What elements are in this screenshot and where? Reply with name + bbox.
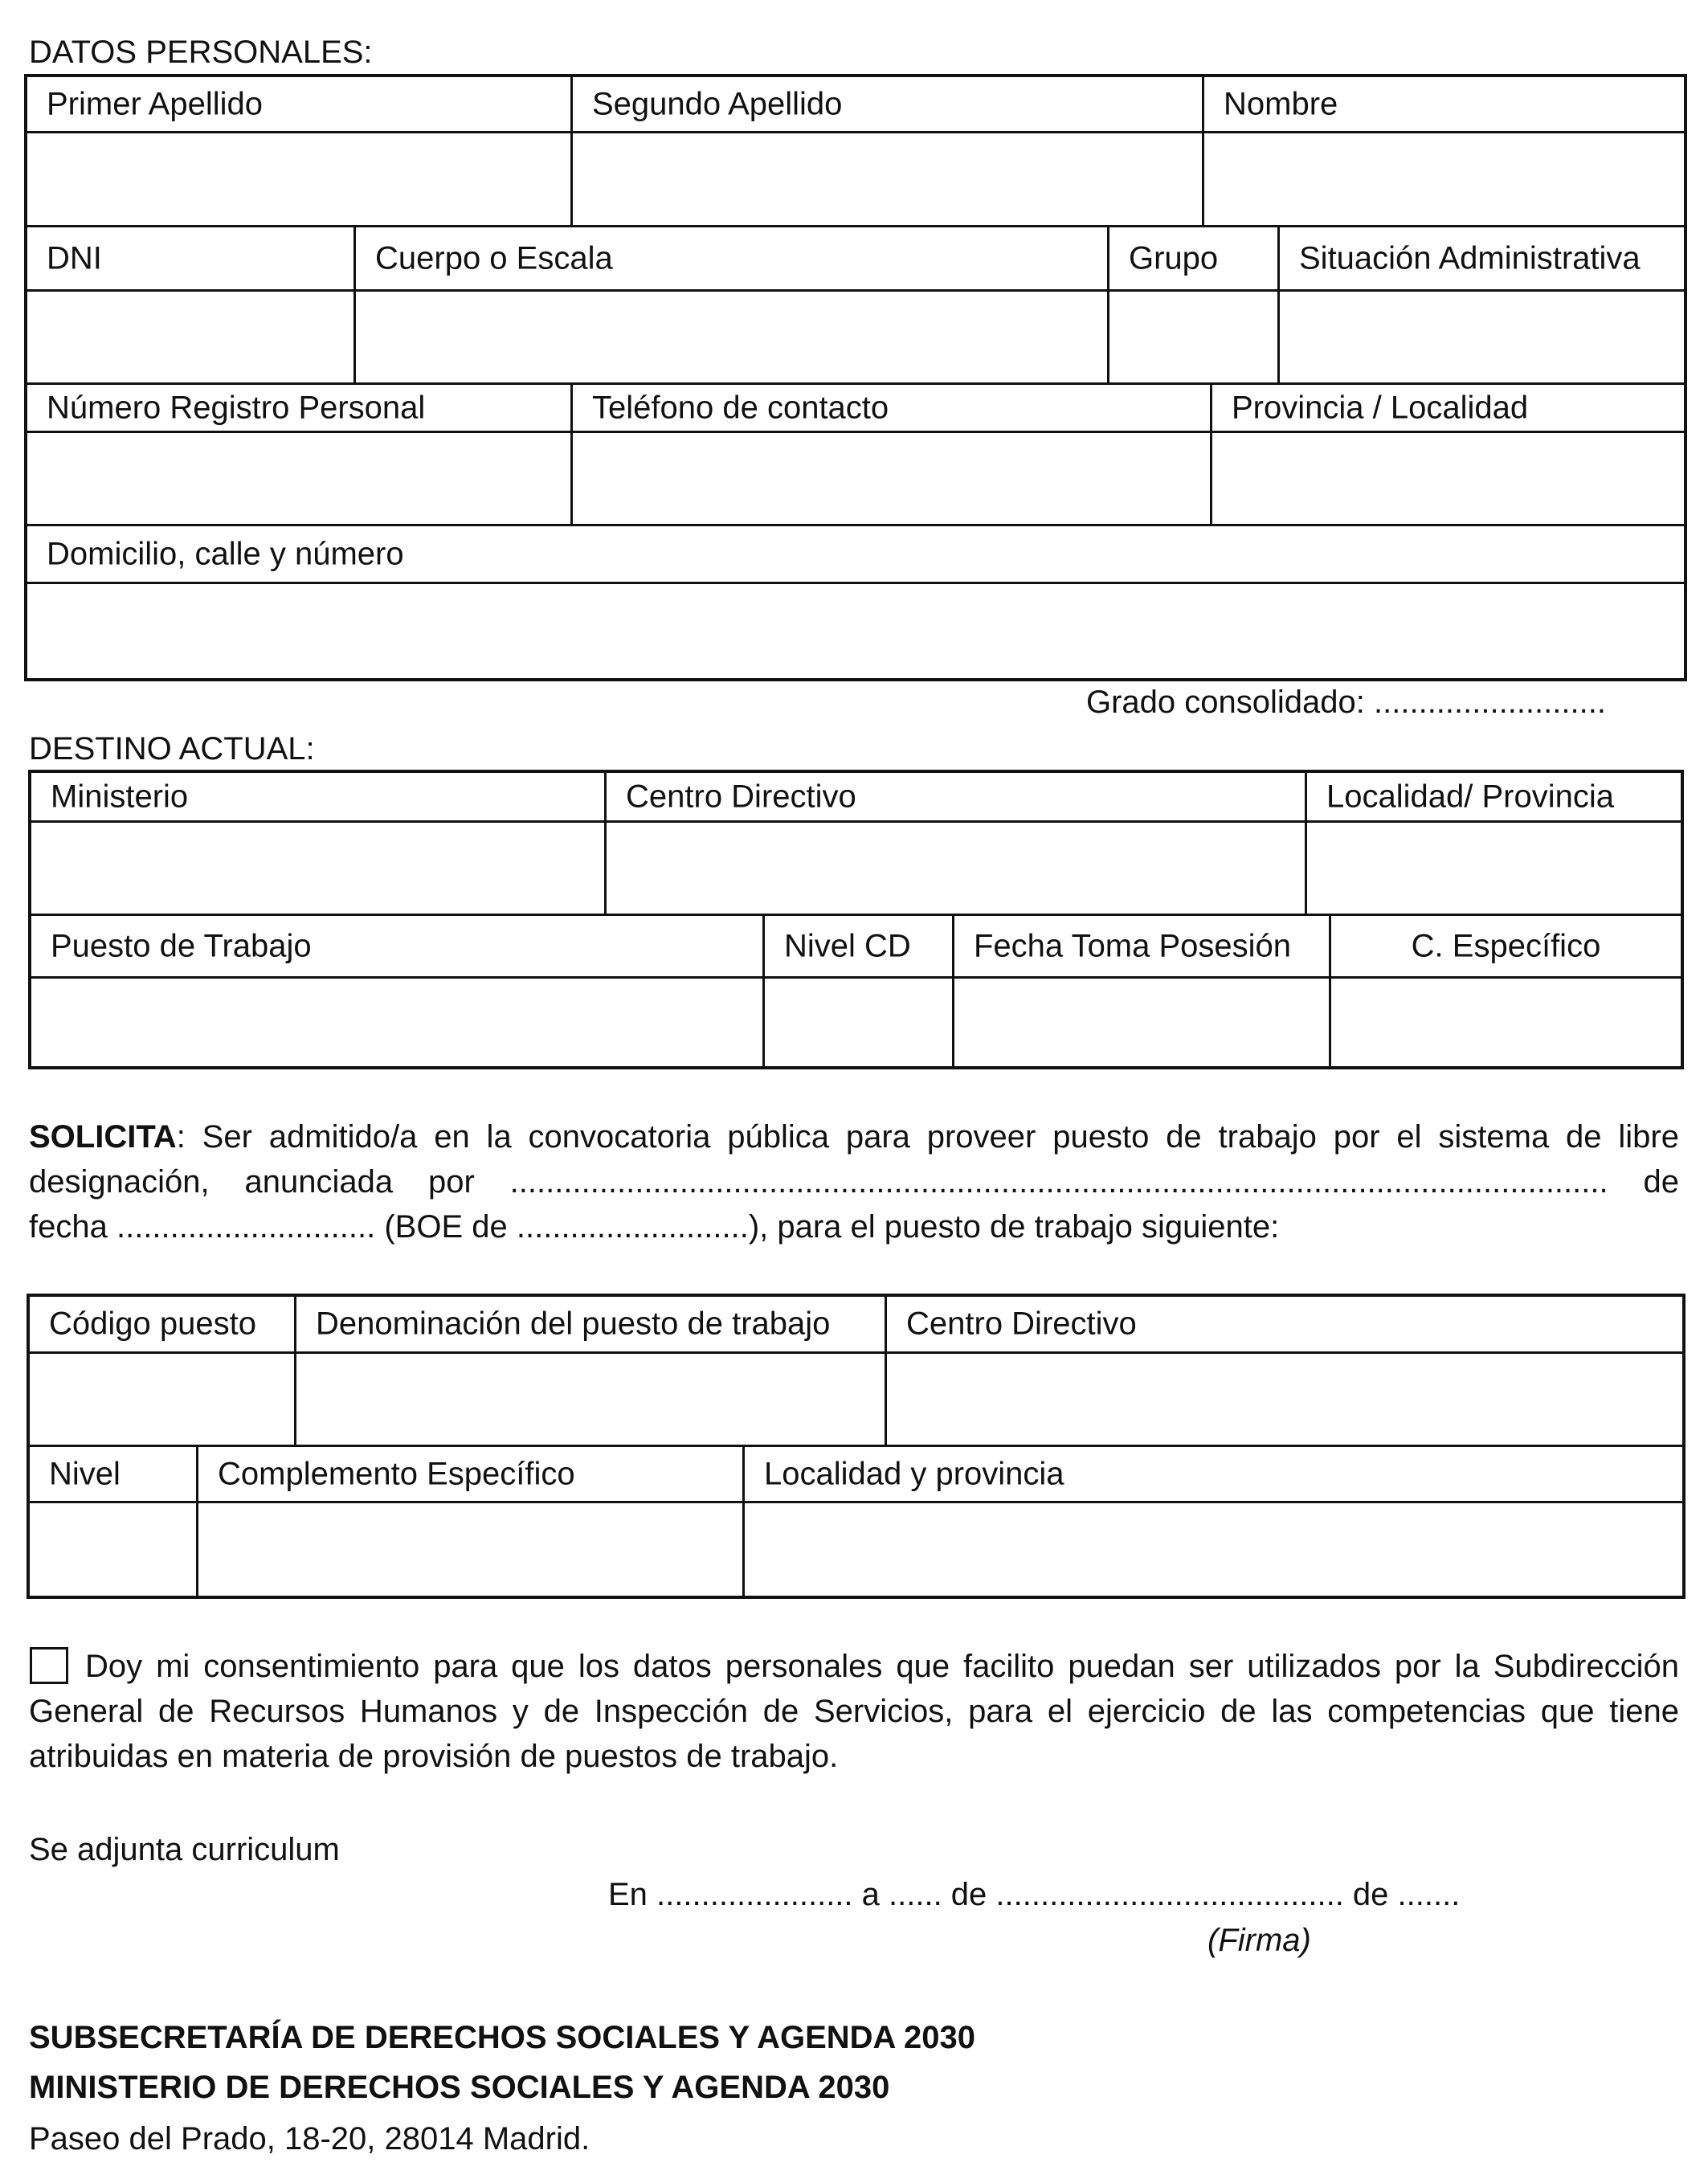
solicita-keyword: SOLICITA [29,1119,177,1155]
curriculum-note: Se adjunta curriculum [29,1832,340,1867]
destino-row-1-header [31,773,1681,820]
personal-section-title: DATOS PERSONALES: [29,35,373,70]
solicita-line-1 [29,1114,1679,1159]
puesto-row-2-values [30,1503,1682,1596]
provincia-field[interactable] [1217,438,1679,519]
personal-data-table [24,74,1687,681]
puesto-solicitado-table [27,1294,1686,1599]
fecha-toma-posesion-field[interactable] [959,983,1324,1061]
codigo-puesto-label: Código puesto [49,1306,256,1342]
grupo-label: Grupo [1129,240,1219,276]
puesto-row-1-header [30,1297,1682,1351]
nivel-label: Nivel [49,1456,121,1491]
puesto-trabajo-label: Puesto de Trabajo [51,928,312,963]
puesto-row-1-values [30,1354,1682,1445]
localidad-provincia-field[interactable] [1312,828,1676,909]
puesto-centro-directivo-label: Centro Directivo [906,1306,1137,1342]
segundo-apellido-label: Segundo Apellido [592,86,843,121]
nivel-field[interactable] [35,1508,191,1591]
denominacion-puesto-field[interactable] [301,1359,880,1440]
nivel-cd-label: Nivel CD [784,928,911,963]
ministerio-label: Ministerio [51,779,189,814]
denominacion-puesto-label: Denominación del puesto de trabajo [316,1306,831,1342]
consent-paragraph [29,1644,1679,1779]
dni-label: DNI [47,240,102,276]
nombre-label: Nombre [1224,86,1338,121]
telefono-label: Teléfono de contacto [592,390,889,425]
localidad-y-provincia-field[interactable] [750,1508,1677,1591]
primer-apellido-label: Primer Apellido [47,86,264,121]
personal-row-2-header [27,227,1684,289]
personal-row-1-values [27,133,1684,225]
puesto-row-2-header [30,1447,1682,1501]
firma-label: (Firma) [1207,1923,1311,1958]
cuerpo-label: Cuerpo o Escala [375,240,613,276]
primer-apellido-field[interactable] [32,138,566,220]
provincia-label: Provincia / Localidad [1232,390,1529,425]
puesto-centro-directivo-field[interactable] [892,1359,1677,1440]
solicita-line-3: fecha ............................. (BOE de ..........................), para el puesto de trabajo siguiente: [29,1209,1280,1245]
complemento-especifico-label: Complemento Específico [218,1456,575,1491]
localidad-provincia-label: Localidad/ Provincia [1326,779,1614,814]
fecha-toma-posesion-label: Fecha Toma Posesión [974,928,1292,963]
ministerio-field[interactable] [36,828,599,909]
footer-ministerio: MINISTERIO DE DERECHOS SOCIALES Y AGENDA 2030 [29,2070,890,2105]
nivel-cd-field[interactable] [770,983,947,1061]
dni-field[interactable] [32,296,349,378]
grado-consolidado: Grado consolidado: .......................... [1086,685,1606,720]
personal-row-3-values [27,433,1684,524]
situacion-field[interactable] [1285,296,1679,378]
centro-directivo-field[interactable] [611,828,1300,909]
personal-row-2-values [27,292,1684,382]
nombre-field[interactable] [1209,138,1679,220]
destino-row-1-values [31,823,1681,914]
footer-address: Paseo del Prado, 18-20, 28014 Madrid. [29,2121,590,2156]
destino-row-2-header [31,916,1681,976]
destino-section-title: DESTINO ACTUAL: [29,731,315,767]
segundo-apellido-field[interactable] [578,138,1197,220]
footer-subsecretaria: SUBSECRETARÍA DE DERECHOS SOCIALES Y AGENDA 2030 [29,2020,976,2055]
personal-row-4-header [27,526,1684,582]
localidad-y-provincia-label: Localidad y provincia [764,1456,1064,1491]
situacion-label: Situación Administrativa [1299,240,1641,276]
domicilio-label: Domicilio, calle y número [47,536,404,571]
grupo-field[interactable] [1114,296,1273,378]
date-line: En ...................... a ...... de ....................................... de ....... [608,1877,1461,1912]
personal-row-3-header [27,385,1684,431]
complemento-especifico-field[interactable] [203,1508,738,1591]
destino-table [28,770,1684,1069]
solicita-line-2: designación, anunciada por ........................................................................................................................... de [29,1164,1679,1200]
puesto-trabajo-field[interactable] [36,983,758,1061]
consent-line-1: Doy mi consentimiento para que los datos personales que facilito puedan ser utilizados por la Subdirección [85,1649,1679,1684]
personal-row-4-values [27,584,1684,678]
consent-line-2: General de Recursos Humanos y de Inspección de Servicios, para el ejercicio de las competencias que tiene [29,1694,1679,1729]
solicita-paragraph [29,1114,1679,1249]
nrp-field[interactable] [32,438,566,519]
c-especifico-field[interactable] [1336,983,1676,1061]
nrp-label: Número Registro Personal [47,390,426,425]
c-especifico-label: C. Específico [1411,928,1601,963]
consent-line-3: atribuidas en materia de provisión de puestos de trabajo. [29,1739,839,1774]
destino-row-2-values [31,979,1681,1066]
domicilio-field[interactable] [32,589,1679,673]
centro-directivo-label: Centro Directivo [626,779,856,814]
personal-row-1-header [27,77,1684,131]
telefono-field[interactable] [578,438,1205,519]
solicita-line-1-text: : Ser admitido/a en la convocatoria pública para proveer puesto de trabajo por el sistema de libre [176,1119,1679,1155]
cuerpo-field[interactable] [361,296,1102,378]
codigo-puesto-field[interactable] [35,1359,289,1440]
